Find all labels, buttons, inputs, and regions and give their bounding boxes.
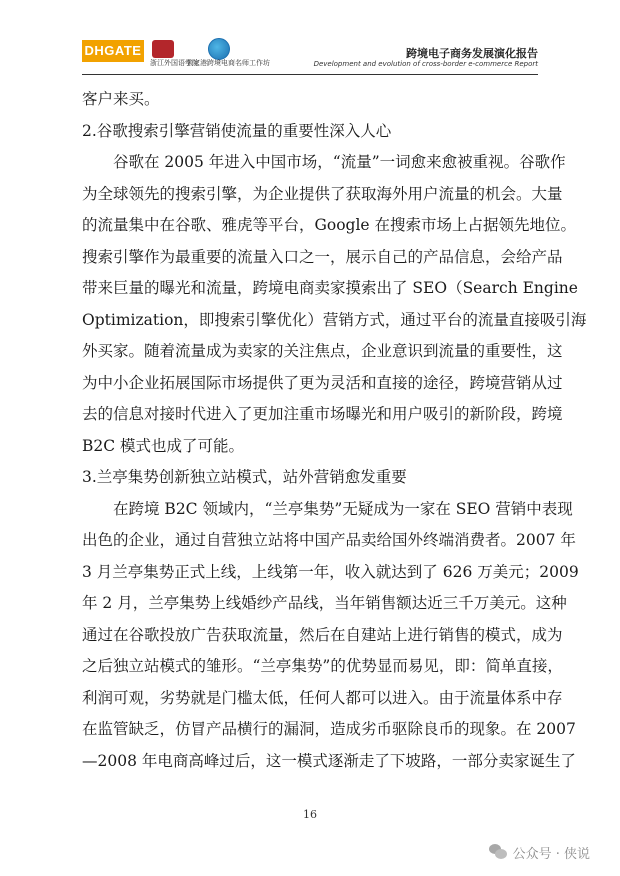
report-title: 跨境电子商务发展演化报告 bbox=[406, 47, 538, 60]
text-line: 利润可观，劣势就是门槛太低，任何人都可以进入。由于流量体系中存 bbox=[82, 688, 563, 707]
text-line: 外买家。随着流量成为卖家的关注焦点，企业意识到流量的重要性，这 bbox=[82, 342, 563, 360]
workshop-logo-caption: 张家港跨境电商名师工作坊 bbox=[186, 59, 270, 67]
text-line: Optimization，即搜索引擎优化）营销方式，通过平台的流量直接吸引海 bbox=[82, 310, 587, 329]
page-number: 16 bbox=[303, 808, 317, 821]
dhgate-logo: DHGATE bbox=[82, 40, 144, 62]
watermark bbox=[489, 842, 590, 862]
text-line: B2C 模式也成了可能。 bbox=[82, 436, 245, 455]
university-logo-caption: 浙江外国语学院 bbox=[150, 59, 199, 67]
report-subtitle: Development and evolution of cross-border e-commerce Report bbox=[313, 60, 538, 68]
globe-logo-icon bbox=[208, 38, 230, 60]
text-line: 之后独立站模式的雏形。“兰亭集势”的优势显而易见，即：简单直接， bbox=[82, 657, 563, 675]
text-line: 的流量集中在谷歌、雅虎等平台，Google 在搜索市场上占据领先地位。 bbox=[82, 216, 577, 234]
text-line: 3 月兰亭集势正式上线，上线第一年，收入就达到了 626 万美元；2009 bbox=[82, 562, 579, 581]
text-line: —2008 年电商高峰过后，这一模式逐渐走了下坡路，一部分卖家诞生了 bbox=[82, 751, 576, 770]
page-header bbox=[0, 0, 620, 78]
text-line: 搜索引擎作为最重要的流量入口之一，展示自己的产品信息，会给产品 bbox=[82, 247, 563, 266]
text-line: 通过在谷歌投放广告获取流量，然后在自建站上进行销售的模式，成为 bbox=[82, 625, 563, 644]
text-line: 年 2 月，兰亭集势上线婚纱产品线，当年销售额达近三千万美元。这种 bbox=[82, 594, 567, 612]
header-divider bbox=[82, 74, 538, 75]
text-line: 带来巨量的曝光和流量，跨境电商卖家摸索出了 SEO（Search Engine bbox=[82, 279, 578, 297]
text-line: 出色的企业，通过自营独立站将中国产品卖给国外终端消费者。2007 年 bbox=[82, 531, 576, 549]
wechat-icon bbox=[489, 844, 507, 860]
text-line: 为中小企业拓展国际市场提供了更为灵活和直接的途径，跨境营销从过 bbox=[82, 373, 563, 392]
text-line: 为全球领先的搜索引擎，为企业提供了获取海外用户流量的机会。大量 bbox=[82, 184, 563, 203]
section-heading: 2.谷歌搜索引擎营销使流量的重要性深入人心 bbox=[82, 121, 392, 140]
text-line: 谷歌在 2005 年进入中国市场，“流量”一词愈来愈被重视。谷歌作 bbox=[113, 153, 566, 171]
text-line: 客户来买。 bbox=[82, 90, 160, 108]
text-line: 在监管缺乏，仿冒产品横行的漏洞，造成劣币驱除良币的现象。在 2007 bbox=[82, 720, 576, 738]
watermark-text: 公众号 · 侠说 bbox=[512, 846, 590, 862]
body-text bbox=[82, 84, 587, 777]
section-heading: 3.兰亭集势创新独立站模式，站外营销愈发重要 bbox=[82, 468, 407, 486]
text-line: 去的信息对接时代进入了更加注重市场曝光和用户吸引的新阶段，跨境 bbox=[82, 405, 563, 423]
text-line: 在跨境 B2C 领域内，“兰亭集势”无疑成为一家在 SEO 营销中表现 bbox=[113, 499, 573, 518]
university-seal-icon bbox=[152, 40, 174, 58]
